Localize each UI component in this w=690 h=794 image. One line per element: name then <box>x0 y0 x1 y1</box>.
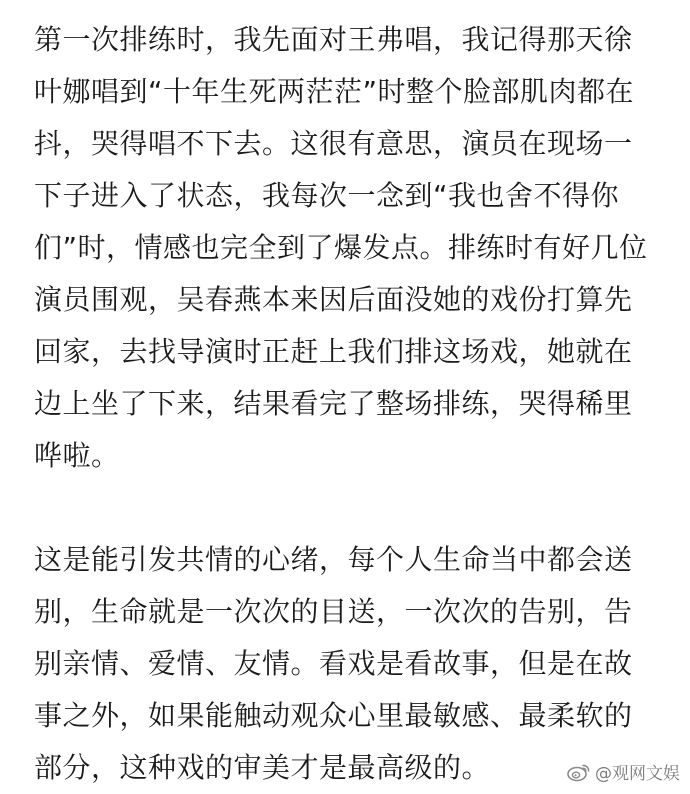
text-line: 事之外，如果能触动观众心里最敏感、最柔软的 <box>34 699 633 732</box>
text-line: 抖，哭得唱不下去。这很有意思，演员在现场一 <box>34 127 633 160</box>
watermark-text: @观网文娱 <box>595 764 680 784</box>
article-body <box>34 14 664 794</box>
weibo-icon <box>567 762 591 782</box>
text-line: 这是能引发共情的心绪，每个人生命当中都会送 <box>34 543 633 576</box>
paragraph-spacer <box>34 482 664 534</box>
text-line: 边上坐了下来，结果看完了整场排练，哭得稀里 <box>34 387 633 420</box>
text-line: 别亲情、爱情、友情。看戏是看故事，但是在故 <box>34 647 633 680</box>
text-line: 部分，这种戏的审美才是最高级的。 <box>34 751 491 784</box>
text-line: 回家，去找导演时正赶上我们排这场戏，她就在 <box>34 335 633 368</box>
text-line: 哗啦。 <box>34 439 120 472</box>
watermark <box>567 759 680 784</box>
text-line: 叶娜唱到“十年生死两茫茫”时整个脸部肌肉都在 <box>34 75 635 108</box>
paragraph-1 <box>34 14 664 482</box>
paragraph-2 <box>34 534 664 794</box>
text-line: 们”时，情感也完全到了爆发点。排练时有好几位 <box>34 231 648 264</box>
text-line: 别，生命就是一次次的目送，一次次的告别，告 <box>34 595 633 628</box>
text-line: 下子进入了状态，我每次一念到“我也舍不得你 <box>34 179 620 212</box>
text-line: 第一次排练时，我先面对王弗唱，我记得那天徐 <box>34 23 633 56</box>
text-line: 演员围观，吴春燕本来因后面没她的戏份打算先 <box>34 283 633 316</box>
